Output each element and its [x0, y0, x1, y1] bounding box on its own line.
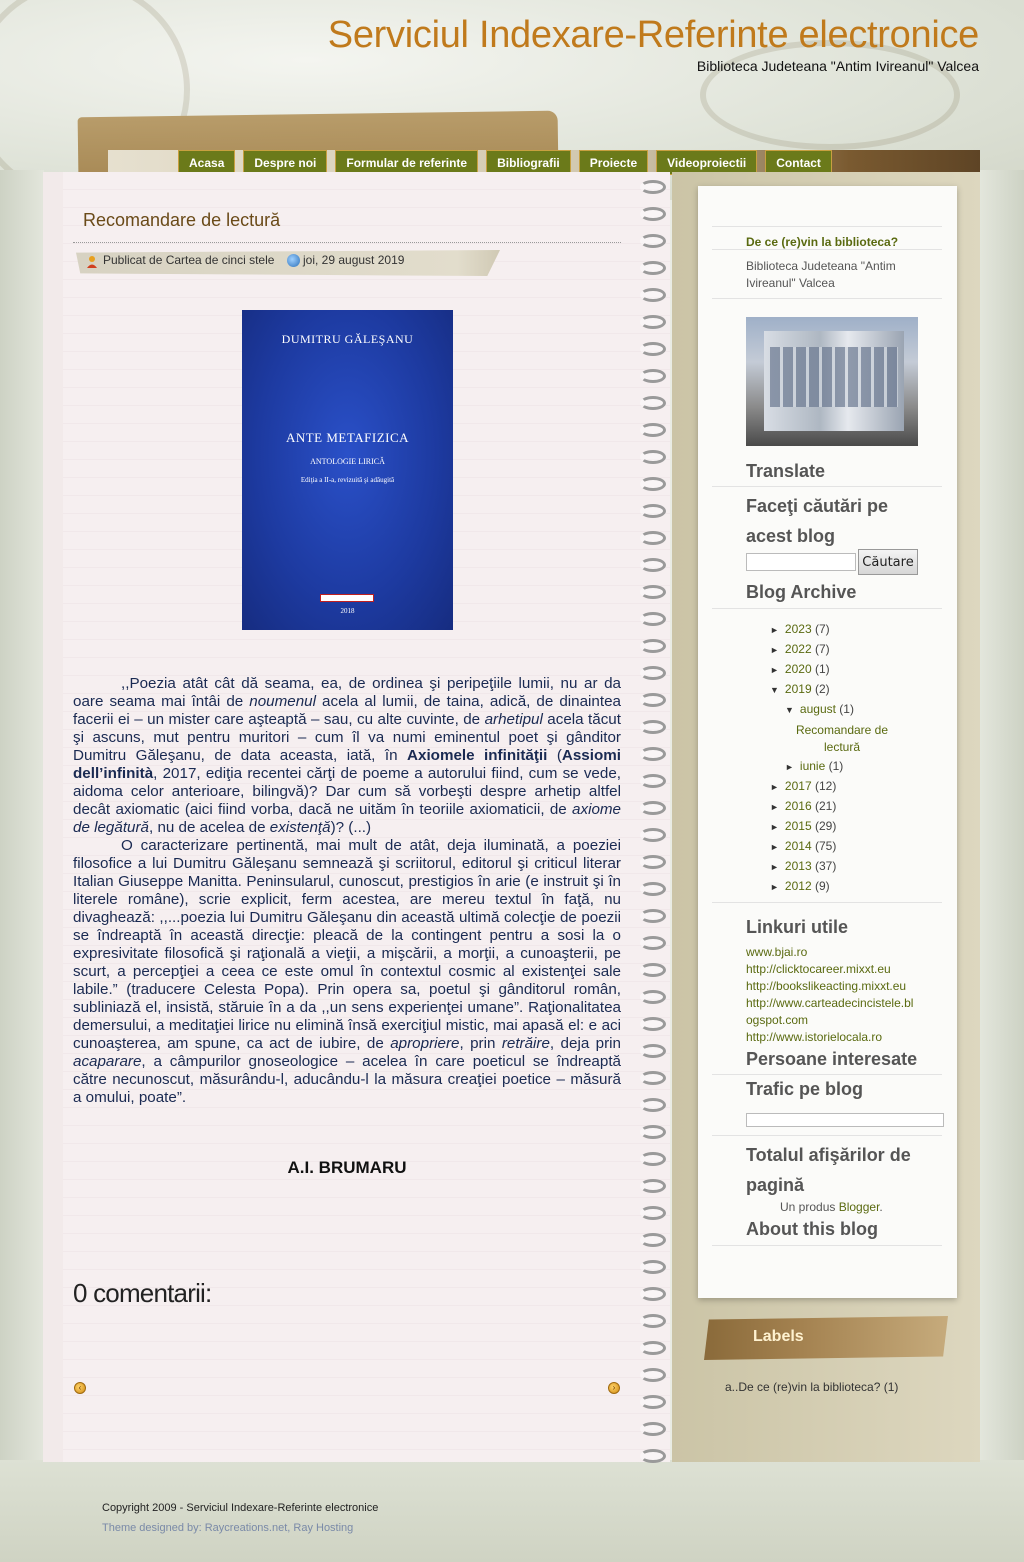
expand-arrow-icon[interactable]: ►: [770, 862, 779, 872]
nav-bibliografii[interactable]: Bibliografii: [486, 150, 571, 175]
followers-heading: Persoane interesate: [746, 1049, 918, 1069]
useful-link[interactable]: http://clicktocareer.mixxt.eu: [746, 962, 891, 976]
spiral-ring: [640, 1449, 666, 1463]
spiral-ring: [640, 423, 666, 437]
spiral-ring: [640, 531, 666, 545]
spiral-ring: [640, 1314, 666, 1328]
spiral-ring: [640, 1071, 666, 1085]
divider: [712, 902, 942, 903]
spiral-ring: [640, 1341, 666, 1355]
spiral-ring: [640, 504, 666, 518]
spiral-ring: [640, 396, 666, 410]
post-author[interactable]: Publicat de Cartea de cinci stele: [103, 253, 275, 267]
spiral-ring: [640, 180, 666, 194]
spiral-ring: [640, 477, 666, 491]
spiral-ring: [640, 369, 666, 383]
divider: [712, 249, 942, 250]
spiral-ring: [640, 1044, 666, 1058]
post-title[interactable]: Recomandare de lectură: [83, 210, 281, 230]
divider: [712, 298, 942, 299]
spiral-ring: [640, 963, 666, 977]
archive-year[interactable]: ► 2022 (7): [770, 642, 830, 656]
archive-year[interactable]: ► 2014 (75): [770, 839, 837, 853]
archive-year[interactable]: ► 2023 (7): [770, 622, 830, 636]
book-title: ANTE METAFIZICA: [285, 430, 410, 445]
divider: [712, 1074, 942, 1075]
spiral-ring: [640, 612, 666, 626]
book-subtitle: ANTOLOGIE LIRICĂ: [310, 457, 385, 466]
spiral-ring: [640, 207, 666, 221]
archive-year-expanded[interactable]: ▼ 2019 (2): [770, 682, 830, 696]
links-heading: Linkuri utile: [746, 917, 849, 937]
archive-year[interactable]: ► 2015 (29): [770, 819, 837, 833]
spiral-ring: [640, 1206, 666, 1220]
collapse-arrow-icon[interactable]: ▼: [770, 685, 779, 695]
expand-arrow-icon[interactable]: ►: [770, 822, 779, 832]
archive-year[interactable]: ► 2016 (21): [770, 799, 837, 813]
expand-arrow-icon[interactable]: ►: [770, 625, 779, 635]
spiral-ring: [640, 1233, 666, 1247]
spiral-ring: [640, 936, 666, 950]
sidebar-link-title[interactable]: De ce (re)vin la biblioteca?: [746, 235, 899, 249]
next-post-icon[interactable]: ›: [608, 1382, 620, 1394]
expand-arrow-icon[interactable]: ►: [785, 762, 794, 772]
divider: [712, 1245, 942, 1246]
spiral-ring: [640, 882, 666, 896]
spiral-ring: [640, 1098, 666, 1112]
spiral-ring: [640, 720, 666, 734]
spiral-ring: [640, 342, 666, 356]
expand-arrow-icon[interactable]: ►: [770, 645, 779, 655]
archive-year[interactable]: ► 2013 (37): [770, 859, 837, 873]
blogger-link[interactable]: Blogger: [838, 1200, 880, 1214]
archive-month[interactable]: ► iunie (1): [785, 759, 844, 773]
archive-heading: Blog Archive: [746, 582, 857, 602]
spiral-ring: [640, 774, 666, 788]
useful-link[interactable]: www.bjai.ro: [746, 945, 808, 959]
library-building-photo[interactable]: [746, 317, 918, 446]
spiral-ring: [640, 1179, 666, 1193]
post-body: [73, 675, 621, 1107]
spiral-ring: [640, 1395, 666, 1409]
spiral-ring: [640, 909, 666, 923]
spiral-ring: [640, 990, 666, 1004]
spiral-ring: [640, 1017, 666, 1031]
spiral-ring: [640, 747, 666, 761]
footer-theme-credit[interactable]: Theme designed by: Raycreations.net, Ray Hosting: [102, 1522, 354, 1534]
paper-margin: [43, 172, 63, 1462]
powered-by: Un produs Blogger.: [780, 1200, 883, 1214]
publisher-logo: [320, 594, 374, 602]
notebook-spiral: [636, 172, 672, 1462]
title-divider: [73, 242, 621, 243]
post-signature: A.I. BRUMARU: [287, 1158, 407, 1177]
search-button[interactable]: Căutare: [858, 549, 918, 575]
nav-despre-noi[interactable]: Despre noi: [243, 150, 327, 175]
traffic-widget: [746, 1113, 944, 1127]
post-date: joi, 29 august 2019: [303, 253, 405, 267]
spiral-ring: [640, 1422, 666, 1436]
collapse-arrow-icon[interactable]: ▼: [785, 705, 794, 715]
library-name: Biblioteca Judeteana "Antim Ivireanul" Valcea: [746, 259, 896, 290]
expand-arrow-icon[interactable]: ►: [770, 665, 779, 675]
traffic-heading: Trafic pe blog: [746, 1079, 864, 1099]
book-year: 2018: [340, 607, 355, 615]
spiral-ring: [640, 315, 666, 329]
post-paragraph: O caracterizare pertinentă, mai mult de atât, deja iluminată, a poeziei filosofice a lui Dumitru Gălеşanu semnează şi scriitorul, editorul şi criticul literar Italian Giuseppe Manitta. Peninsularul, cunoscut, prestigios în arie (e instruit şi în literele române), scrie explicit, ferm acestea, are mereu textul în faţă, nu divaghează: ,,...poezia lui Dumitru Gălеşanu din această ultimă colecţie de poezii se îndreaptă în această direcţie: pleacă de la contingent pentru a sosi la o expresivitate filosofică şi raţională a vieţii, a mişcării, a morţii, a cunoaşterii, pe scurt, a percepţiei a ceea ce este omul în contextul cosmic al existenţei sale labile.” (traducere Celesta Popa). Prin opera sa, poetul şi gânditorul român, subliniază el, insistă, stăruie în a da ,,un sens experienţei umane”. Raţionalitatea demersului, a meditaţiei lirice nu elimină însă exerciţiul mistic, mai apasă el: e aci cunoaşterea, am spune, ca act de iubire, de apropriere, prin retrăire, deja prin acaparare, a câmpurilor gnoseologice – acelea în care poeticul se îndreaptă către necunoscut, măsurându-l, aducându-l la măsura creaţiei poetice – măsură a omului, poate”.: [73, 837, 621, 1106]
expand-arrow-icon[interactable]: ►: [770, 842, 779, 852]
archive-year[interactable]: ► 2012 (9): [770, 879, 830, 893]
nav-proiecte[interactable]: Proiecte: [579, 150, 648, 175]
divider: [712, 1135, 942, 1136]
spiral-ring: [640, 801, 666, 815]
site-title[interactable]: Serviciul Indexare-Referinte electronice: [327, 14, 979, 56]
divider: [712, 486, 942, 487]
pageviews-heading: Totalul afişărilor de pagină: [746, 1145, 911, 1195]
spiral-ring: [640, 288, 666, 302]
book-author: DUMITRU GĂLEŞANU: [281, 332, 414, 346]
spiral-ring: [640, 1287, 666, 1301]
divider: [712, 226, 942, 227]
nav-acasa[interactable]: Acasa: [178, 150, 235, 175]
spiral-ring: [640, 666, 666, 680]
spiral-ring: [640, 828, 666, 842]
spiral-ring: [640, 234, 666, 248]
spiral-ring: [640, 693, 666, 707]
labels-banner: [704, 1316, 948, 1360]
expand-arrow-icon[interactable]: ►: [770, 882, 779, 892]
useful-link[interactable]: http://www.istorielocala.ro: [746, 1030, 883, 1044]
useful-link[interactable]: http://bookslikeacting.mixxt.eu: [746, 979, 907, 993]
spiral-ring: [640, 1125, 666, 1139]
comments-heading: 0 comentarii:: [73, 1278, 212, 1308]
footer-copyright: Copyright 2009 - Serviciul Indexare-Referinte electronice: [102, 1502, 379, 1514]
divider: [712, 608, 942, 609]
spiral-ring: [640, 558, 666, 572]
nav-contact[interactable]: Contact: [765, 150, 832, 175]
translate-heading: Translate: [746, 461, 826, 481]
expand-arrow-icon[interactable]: ►: [770, 802, 779, 812]
nav-videoproiectii[interactable]: Videoproiectii: [656, 150, 757, 175]
labels-heading: Labels: [753, 1328, 804, 1345]
expand-arrow-icon[interactable]: ►: [770, 782, 779, 792]
previous-post-icon[interactable]: ‹: [74, 1382, 86, 1394]
book-edition: Ediţia a II-a, revizuită şi adăugită: [300, 476, 395, 484]
archive-month-expanded[interactable]: ▼ august (1): [785, 702, 854, 716]
search-input[interactable]: [746, 553, 856, 571]
spiral-ring: [640, 585, 666, 599]
useful-links: [746, 944, 916, 1046]
right-margin-background: [980, 170, 1024, 1470]
about-heading: About this blog: [746, 1219, 878, 1239]
site-description: Biblioteca Judeteana "Antim Ivireanul" Valcea: [696, 58, 979, 74]
search-heading: Faceţi căutări pe acest blog: [746, 496, 889, 546]
spiral-ring: [640, 450, 666, 464]
useful-link[interactable]: http://www.carteadecincistele.blogspot.com: [746, 996, 914, 1027]
author-icon: [86, 255, 98, 269]
archive-year[interactable]: ► 2020 (1): [770, 662, 830, 676]
globe-icon: [287, 254, 300, 267]
nav-formular-referinte[interactable]: Formular de referinte: [335, 150, 478, 175]
label-link[interactable]: a..De ce (re)vin la biblioteca? (1): [725, 1380, 899, 1394]
archive-year[interactable]: ► 2017 (12): [770, 779, 837, 793]
left-margin-background: [0, 170, 44, 1470]
spiral-ring: [640, 1152, 666, 1166]
spiral-ring: [640, 1368, 666, 1382]
spiral-ring: [640, 1260, 666, 1274]
spiral-ring: [640, 639, 666, 653]
archive-post-link[interactable]: Recomandare de lectură: [795, 723, 889, 754]
spiral-ring: [640, 261, 666, 275]
book-cover-image[interactable]: [242, 310, 453, 630]
post-paragraph: ,,Poezia atât cât dă seama, ea, de ordinea şi peripeţiile lumii, nu ar da oare seama mai întâi de noumenul acela al lumii, de taina, adică, de dinaintea facerii ei – un mister care aşteaptă – sau, cu alte cuvinte, de arhetipul acela tăcut şi ascuns, mut pentru muritori – cum îl va numi eminentul poet şi gânditor Dumitru Gălеşanu, de data aceasta, iată, în Axiomele infinităţii (Assiomi dell’infinità, 2017, ediţia recentei cărţi de poeme a autorului fiind, cum se vede, aidoma celor anterioare, bilingvă)? Dar cum să vorbeşti despre arhetip altfel decât axiomatic (aici fiind vorba, dacă ne uităm în teoriile axiomaticii, de axiome de legătură, nu de acelea de existenţă)? (...): [73, 675, 621, 836]
spiral-ring: [640, 855, 666, 869]
